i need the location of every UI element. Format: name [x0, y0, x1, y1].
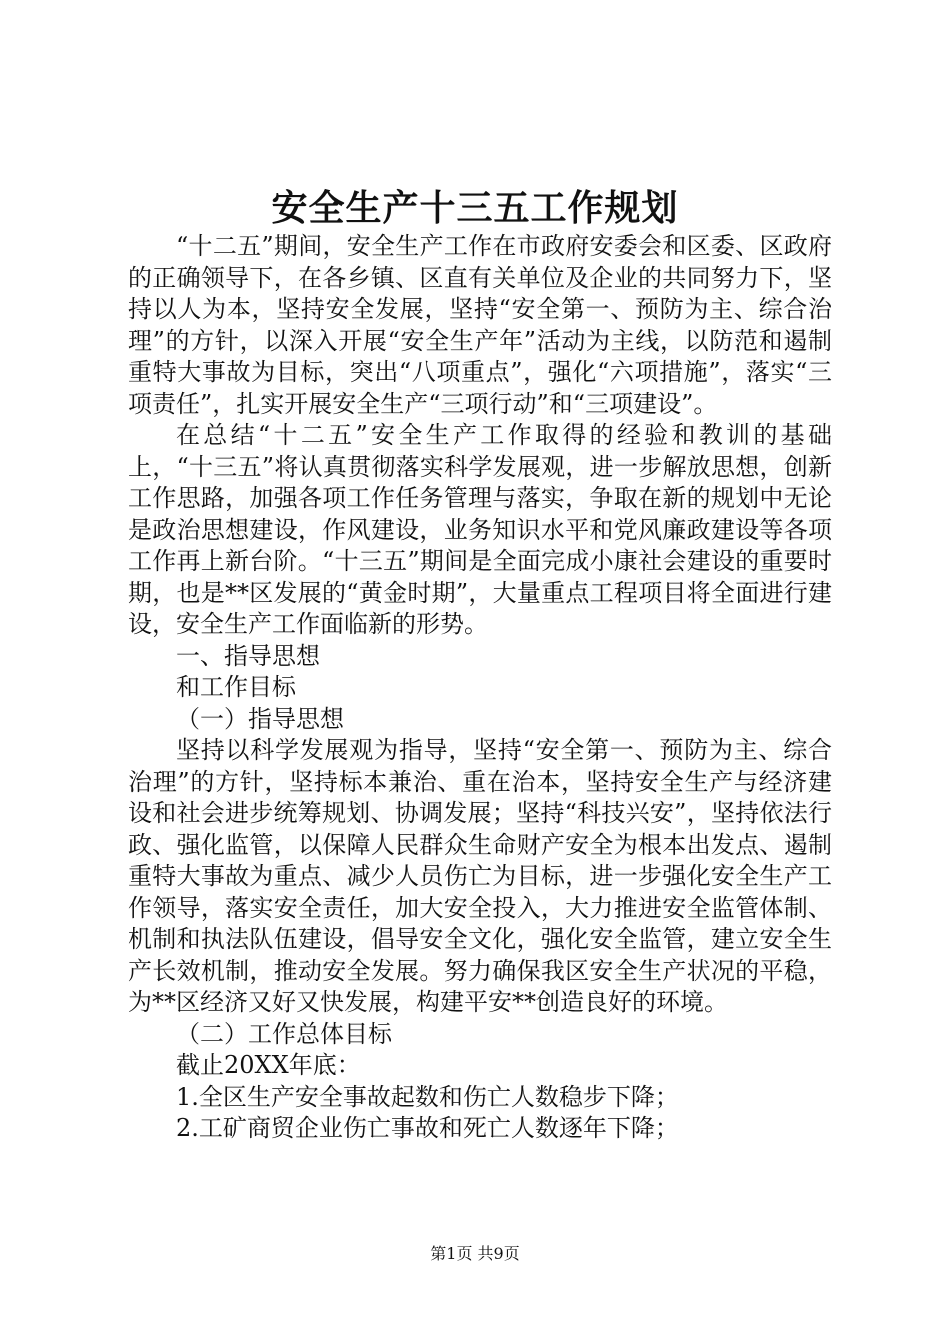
- section-heading-1a: 一、指导思想: [176, 641, 320, 670]
- document-body: [128, 231, 832, 1145]
- goal-item-1: 1.全区生产安全事故起数和伤亡人数稳步下降；: [176, 1082, 679, 1111]
- section-heading-1b: 和工作目标: [176, 673, 296, 701]
- page-footer: 第1页 共9页: [430, 1244, 520, 1263]
- subheading-overall-goals: （二）工作总体目标: [176, 1019, 392, 1048]
- paragraph-1: “十二五”期间，安全生产工作在市政府安委会和区委、区政府的正确领导下，在各乡镇、区直有关单位及企业的共同努力下，坚持以人为本，坚持安全发展，坚持“安全第一、预防为主、综合治理”的方针，以深入开展“安全生产年”活动为主线，以防范和遏制重特大事故为目标，突出“八项重点”，强化“六项措施”，落实“三项责任”，扎实开展安全生产“三项行动”和“三项建设”。: [128, 232, 832, 418]
- paragraph-2: 在总结“十二五”安全生产工作取得的经验和教训的基础上，“十三五”将认真贯彻落实科学发展观，进一步解放思想，创新工作思路，加强各项工作任务管理与落实，争取在新的规划中无论是政治思想建设，作风建设，业务知识水平和党风廉政建设等各项工作再上新台阶。“十三五”期间是全面完成小康社会建设的重要时期，也是**区发展的“黄金时期”，大量重点工程项目将全面进行建设，安全生产工作面临新的形势。: [128, 421, 832, 638]
- goal-item-2: 2.工矿商贸企业伤亡事故和死亡人数逐年下降；: [176, 1114, 679, 1142]
- subheading-guiding-ideology: （一）指导思想: [176, 704, 344, 733]
- paragraph-3: 坚持以科学发展观为指导，坚持“安全第一、预防为主、综合治理”的方针，坚持标本兼治、重在治本，坚持安全生产与经济建设和社会进步统筹规划、协调发展；坚持“科技兴安”，坚持依法行政、强化监管，以保障人民群众生命财产安全为根本出发点、遏制重特大事故为重点、减少人员伤亡为目标，进一步强化安全生产工作领导，落实安全责任，加大安全投入，大力推进安全监管体制、机制和执法队伍建设，倡导安全文化，强化安全监管，建立安全生产长效机制，推动安全发展。努力确保我区安全生产状况的平稳，为**区经济又好又快发展，构建平安**创造良好的环境。: [128, 736, 832, 1016]
- document-title: 安全生产十三五工作规划: [271, 187, 679, 229]
- deadline-line: 截止20XX年底：: [176, 1051, 361, 1079]
